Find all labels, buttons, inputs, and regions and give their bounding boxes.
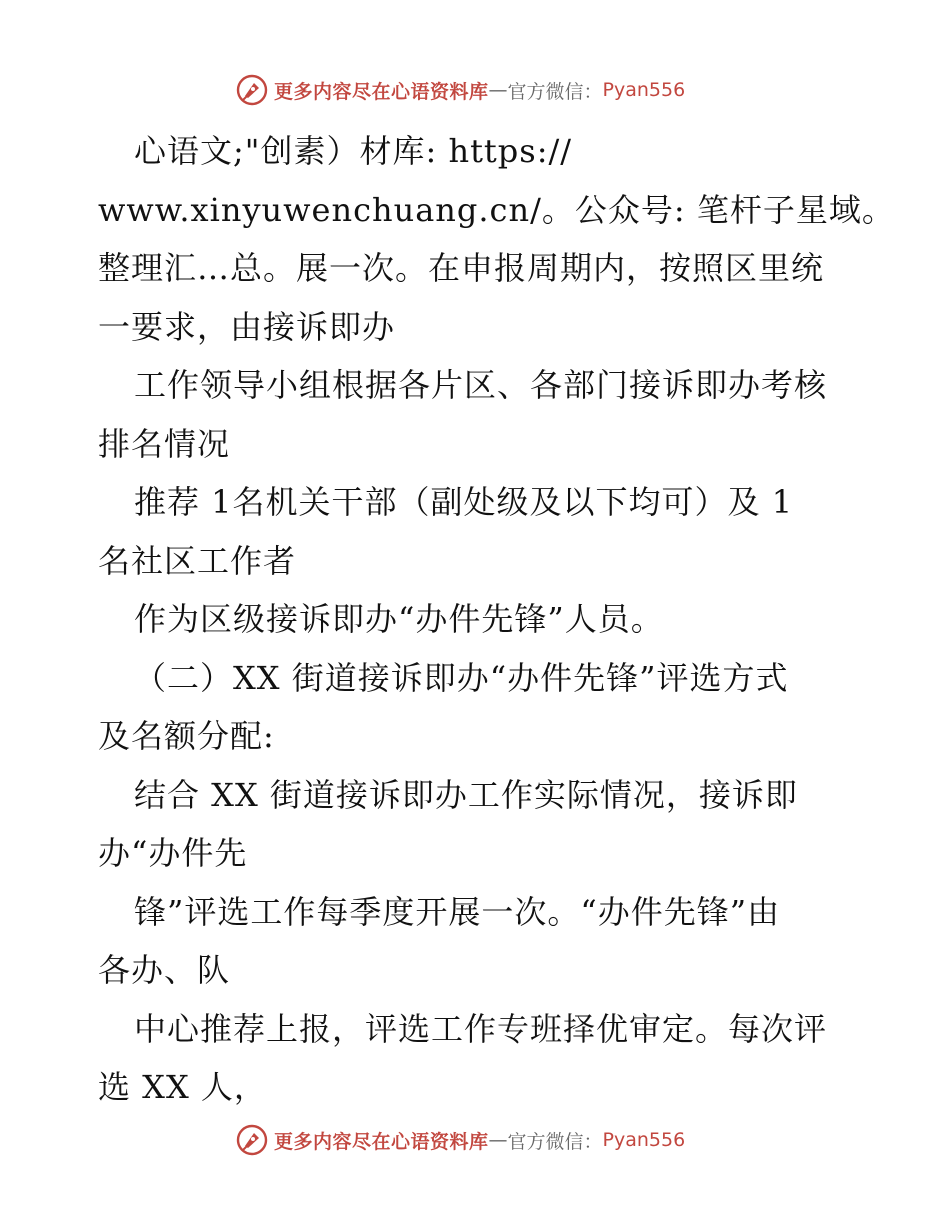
text-line-5: 工作领导小组根据各片区、各部门接诉即办考核 (134, 366, 828, 404)
text-line-4: 一要求，由接诉即办 (98, 307, 396, 346)
watermark-contact-text: 官方微信： (507, 1130, 603, 1153)
text-line-6: 排名情况 (98, 424, 231, 463)
pen-nib-circle-icon (236, 1124, 268, 1156)
watermark-banner-top (236, 73, 716, 107)
text-line-15: 各办、队 (98, 951, 231, 989)
text-line-8: 名社区工作者 (98, 541, 297, 580)
watermark-contact-text: 官方微信： (507, 80, 603, 103)
text-line-16: 中心推荐上报，评选工作专班择优审定。每次评 (134, 1009, 828, 1048)
text-line-3: 整理汇…总。展一次。在申报周期内，按照区里统 (98, 249, 825, 287)
pen-nib-circle-icon (236, 74, 268, 106)
text-line-1: 心语文;"创素）材库: https:// (134, 132, 573, 170)
text-line-2: www.xinyuwenchuang.cn/。公众号: 笔杆子星域。 (98, 190, 895, 229)
watermark-wechat-id: Pyan556 (602, 79, 686, 101)
watermark-wechat-id: Pyan556 (602, 1129, 686, 1151)
watermark-dash: — (488, 79, 508, 101)
watermark-dash: — (488, 1129, 508, 1151)
text-line-12: 结合 XX 街道接诉即办工作实际情况，接诉即 (134, 775, 798, 814)
text-line-17: 选 XX 人， (98, 1068, 267, 1106)
text-line-9: 作为区级接诉即办“办件先锋”人员。 (134, 600, 664, 638)
text-line-14: 锋”评选工作每季度开展一次。“办件先锋”由 (134, 892, 781, 931)
text-line-7: 推荐 1名机关干部（副处级及以下均可）及 1 (134, 483, 794, 521)
watermark-banner-bottom (236, 1123, 716, 1157)
text-line-11: 及名额分配: (98, 717, 275, 755)
watermark-brand-text: 更多内容尽在心语资料库 (274, 80, 489, 103)
text-line-13: 办“办件先 (98, 834, 248, 872)
watermark-brand-text: 更多内容尽在心语资料库 (274, 1130, 489, 1153)
document-body (98, 122, 895, 1117)
text-line-10: （二）XX 街道接诉即办“办件先锋”评选方式 (134, 658, 789, 697)
